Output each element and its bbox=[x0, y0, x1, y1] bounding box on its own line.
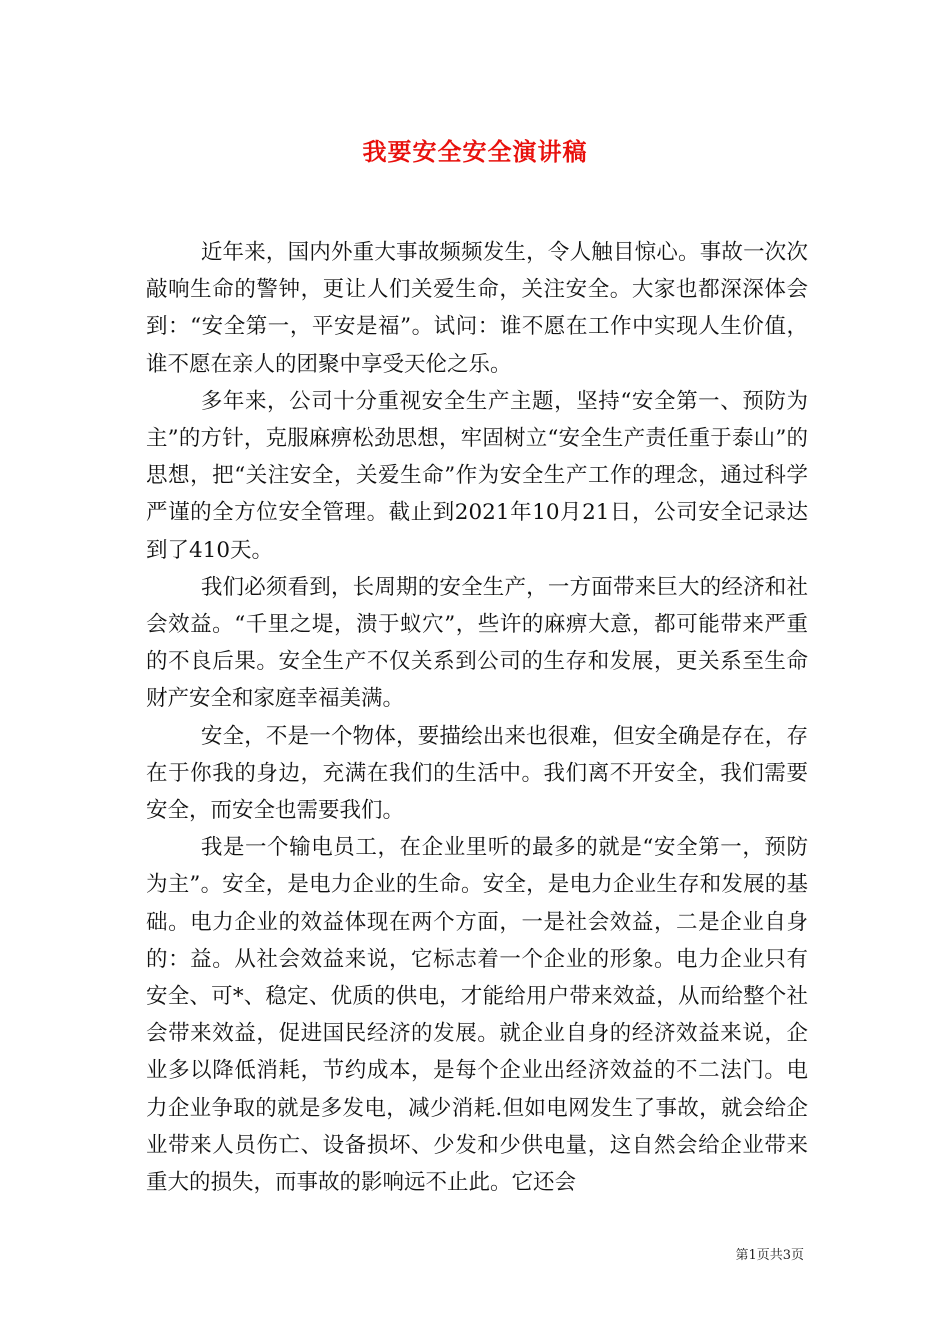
page-number: 第1页共3页 bbox=[735, 1248, 804, 1263]
paragraph: 我是一个输电员工，在企业里听的最多的就是“安全第一，预防为主”。安全，是电力企业的生命。安全，是电力企业生存和发展的基础。电力企业的效益体现在两个方面，一是社会效益，二是企业自身的：益。从社会效益来说，它标志着一个企业的形象。电力企业只有安全、可*、稳定、优质的供电，才能给用户带来效益，从而给整个社会带来效益，促进国民经济的发展。就企业自身的经济效益来说，企业多以降低消耗，节约成本，是每个企业出经济效益的不二法门。电力企业争取的就是多发电，减少消耗.但如电网发生了事故，就会给企业带来人员伤亡、设备损坏、少发和少供电量，这自然会给企业带来重大的损失，而事故的影响远不止此。它还会 bbox=[146, 835, 808, 1196]
paragraph: 安全，不是一个物体，要描绘出来也很难，但安全确是存在，存在于你我的身边，充满在我们的生活中。我们离不开安全，我们需要安全，而安全也需要我们。 bbox=[146, 723, 808, 824]
document-title: 我要安全安全演讲稿 bbox=[362, 137, 588, 166]
document-body bbox=[146, 234, 808, 1201]
paragraph: 多年来，公司十分重视安全生产主题，坚持“安全第一、预防为主”的方针，克服麻痹松劲思想，牢固树立“安全生产责任重于泰山”的思想，把“关注安全，关爱生命”作为安全生产工作的理念，通过科学严谨的全方位安全管理。截止到2021年10月21日，公司安全记录达到了410天。 bbox=[146, 388, 808, 563]
paragraph: 近年来，国内外重大事故频频发生，令人触目惊心。事故一次次敲响生命的警钟，更让人们关爱生命，关注安全。大家也都深深体会到：“安全第一，平安是福”。试问：谁不愿在工作中实现人生价值，谁不愿在亲人的团聚中享受天伦之乐。 bbox=[146, 240, 808, 377]
paragraph: 我们必须看到，长周期的安全生产，一方面带来巨大的经济和社会效益。“千里之堤，溃于蚁穴”，些许的麻痹大意，都可能带来严重的不良后果。安全生产不仅关系到公司的生存和发展，更关系至生命财产安全和家庭幸福美满。 bbox=[146, 574, 808, 712]
